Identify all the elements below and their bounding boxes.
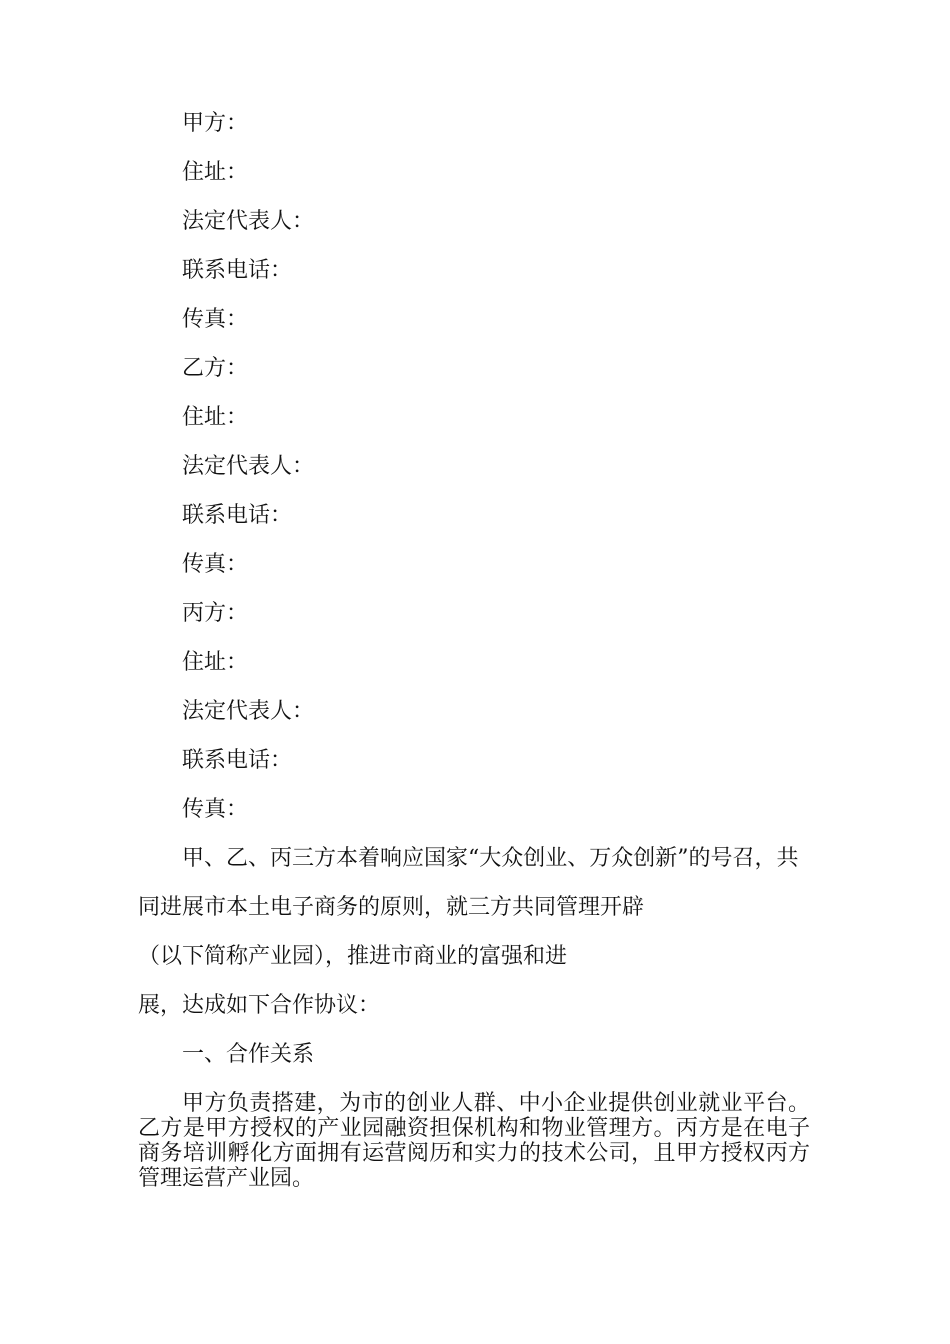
party-c-representative-label: 法定代表人：: [182, 699, 315, 724]
party-c-label: 丙方：: [182, 601, 249, 626]
section-heading: 一、合作关系: [182, 1042, 315, 1067]
party-a-address-label: 住址：: [182, 160, 249, 185]
party-b-label: 乙方：: [182, 356, 249, 381]
party-b-representative-label: 法定代表人：: [182, 454, 315, 479]
preamble-line-1: 甲、乙、丙三方本着响应国家“大众创业、万众创新”的号召，共: [182, 846, 799, 871]
section-body-paragraph: 甲方负责搭建，为市的创业人群、中小企业提供创业就业平台。乙方是甲方授权的产业园融资担保机构和物业管理方。丙方是在电子商务培训孵化方面拥有运营阅历和实力的技术公司，且甲方授权丙方管理运营产业园。: [138, 1091, 810, 1191]
party-a-fax-label: 传真：: [182, 307, 249, 332]
party-b-phone-label: 联系电话：: [182, 503, 293, 528]
preamble-line-3: （以下简称产业园），推进市商业的富强和进: [138, 944, 568, 969]
party-a-label: 甲方：: [182, 111, 249, 136]
party-b-fax-label: 传真：: [182, 552, 249, 577]
preamble-line-4: 展，达成如下合作协议：: [138, 993, 381, 1018]
party-c-fax-label: 传真：: [182, 797, 249, 822]
party-b-address-label: 住址：: [182, 405, 249, 430]
party-a-representative-label: 法定代表人：: [182, 209, 315, 234]
party-a-phone-label: 联系电话：: [182, 258, 293, 283]
preamble-line-2: 同进展市本土电子商务的原则，就三方共同管理开辟: [138, 895, 645, 920]
party-c-phone-label: 联系电话：: [182, 748, 293, 773]
party-c-address-label: 住址：: [182, 650, 249, 675]
